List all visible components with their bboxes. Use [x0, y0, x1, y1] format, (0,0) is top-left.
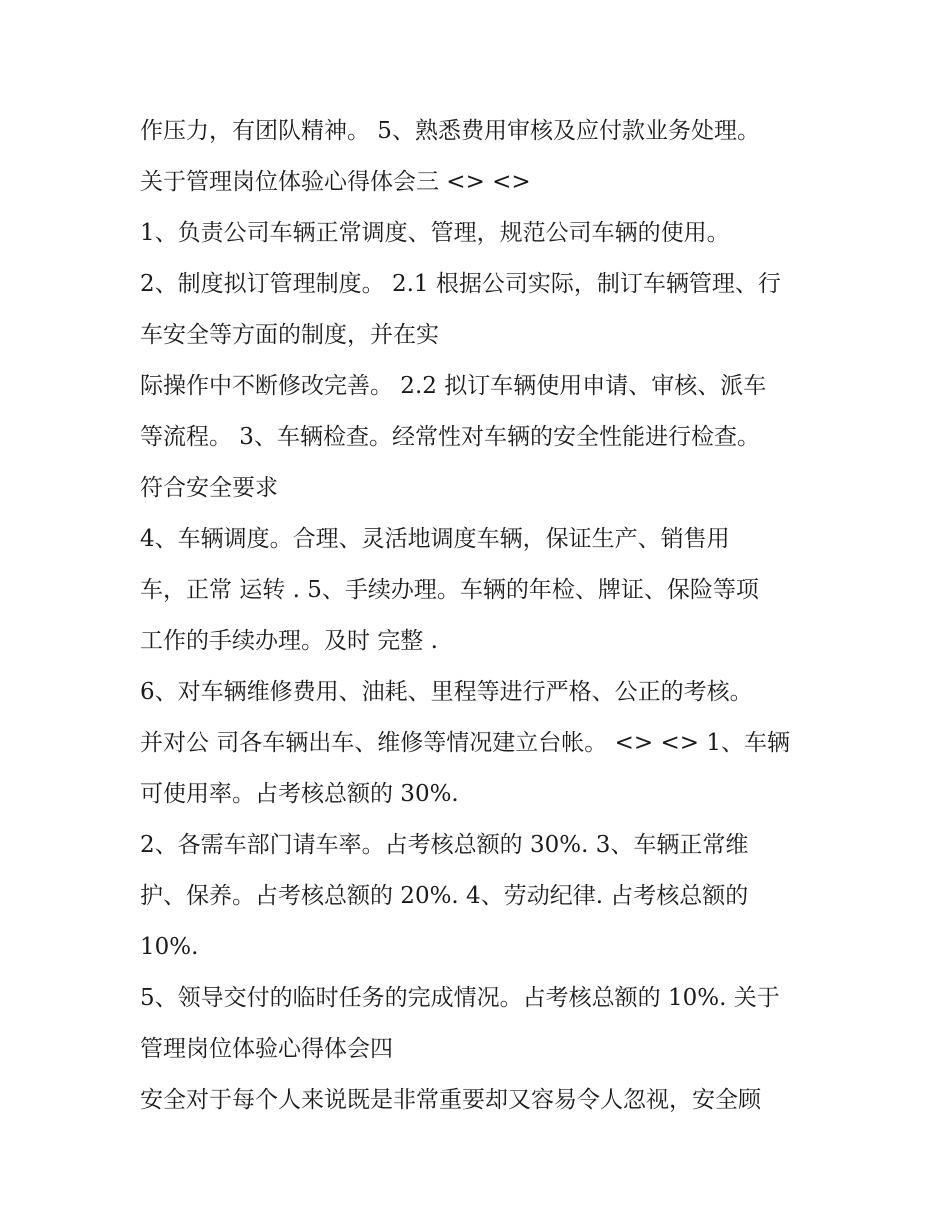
text-line: 6、对车辆维修费用、油耗、里程等进行严格、公正的考核。: [140, 679, 753, 705]
text-line: 际操作中不断修改完善。 2.2 拟订车辆使用申请、审核、派车: [140, 373, 767, 399]
text-line: 作压力，有团队精神。 5、熟悉费用审核及应付款业务处理。: [140, 118, 760, 144]
text-line: 护、保养。占考核总额的 20%. 4、劳动纪律. 占考核总额的: [140, 883, 749, 909]
section-heading: 管理岗位体验心得体会四: [140, 1036, 393, 1062]
text-line: 符合安全要求: [140, 475, 278, 501]
text-line: 可使用率。占考核总额的 30%.: [140, 781, 459, 807]
text-line: 4、车辆调度。合理、灵活地调度车辆，保证生产、销售用: [140, 526, 730, 552]
text-line: 等流程。 3、车辆检查。经常性对车辆的安全性能进行检查。: [140, 424, 760, 450]
text-line: 2、各需车部门请车率。占考核总额的 30%. 3、车辆正常维: [140, 832, 749, 858]
section-heading: 关于管理岗位体验心得体会三 <> <>: [140, 169, 531, 195]
text-line: 并对公 司各车辆出车、维修等情况建立台帐。 <> <> 1、车辆: [140, 730, 790, 756]
text-line: 2、制度拟订管理制度。 2.1 根据公司实际，制订车辆管理、行: [140, 271, 781, 297]
text-line: 安全对于每个人来说既是非常重要却又容易令人忽视，安全顾: [140, 1087, 761, 1113]
text-line: 工作的手续办理。及时 完整 .: [140, 628, 438, 654]
text-line: 5、领导交付的临时任务的完成情况。占考核总额的 10%. 关于: [140, 985, 780, 1011]
document-body: [140, 106, 830, 1126]
text-line: 1、负责公司车辆正常调度、管理，规范公司车辆的使用。: [140, 220, 730, 246]
text-line: 车，正常 运转 . 5、手续办理。车辆的年检、牌证、保险等项: [140, 577, 759, 603]
text-line: 10%.: [140, 934, 199, 960]
text-line: 车安全等方面的制度，并在实: [140, 322, 439, 348]
